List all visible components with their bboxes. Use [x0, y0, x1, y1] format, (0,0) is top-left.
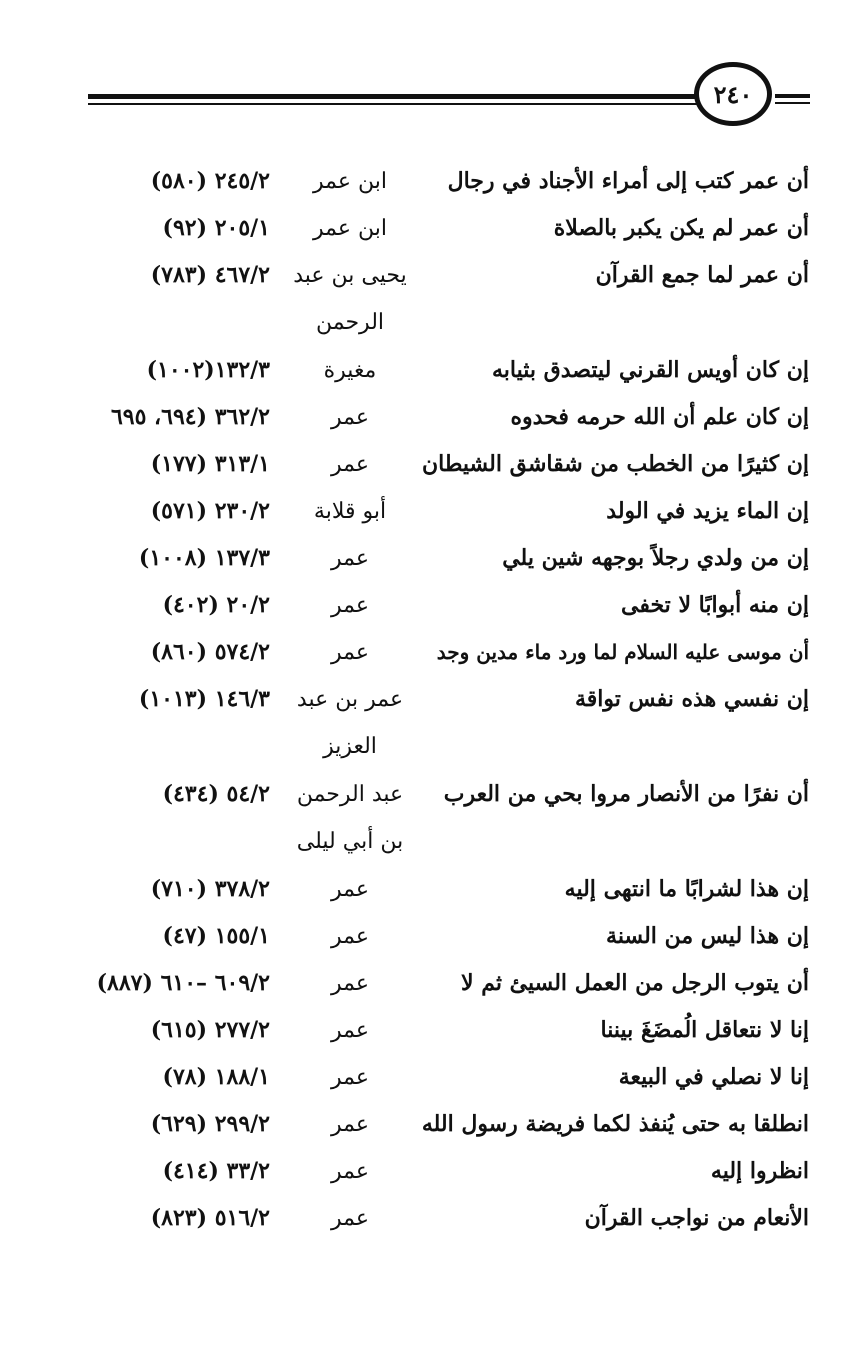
index-row	[0, 960, 855, 1007]
reference: ١٣٧/٣ (١٠٠٨)	[138, 545, 270, 571]
hadith-text: أن يتوب الرجل من العمل السيئ ثم لا	[460, 970, 809, 996]
hadith-text: إن منه أبوابًا لا تخفى	[621, 592, 809, 618]
hadith-text: الأنعام من نواجب القرآن	[584, 1205, 809, 1231]
header-rule-thin	[88, 103, 700, 105]
narrator: عمر	[331, 877, 369, 902]
hadith-text: أن موسى عليه السلام لما ورد ماء مدين وجد	[436, 640, 809, 664]
hadith-text: إنا لا نتعاقل الُمضَغَ بيننا	[600, 1017, 809, 1043]
narrator: عمر	[331, 1159, 369, 1184]
index-row	[0, 252, 855, 347]
narrator: عمر بن عبد العزيز	[296, 687, 404, 759]
reference: ١٥٥/١ (٤٧)	[162, 923, 270, 949]
page-number-badge	[694, 62, 772, 126]
index-row	[0, 676, 855, 771]
index-row	[0, 488, 855, 535]
narrator: عمر	[331, 971, 369, 996]
reference: ٢٧٧/٢ (٦١٥)	[150, 1017, 270, 1043]
hadith-text: أن نفرًا من الأنصار مروا بحي من العرب	[443, 781, 809, 807]
page-number: ٢٤٠	[713, 79, 753, 109]
hadith-text: إن نفسي هذه نفس تواقة	[574, 686, 809, 712]
hadith-text: إن كان علم أن الله حرمه فحدوه	[510, 404, 809, 430]
hadith-text: إن من ولدي رجلاً بوجهه شين يلي	[502, 545, 809, 571]
reference: ٥١٦/٢ (٨٢٣)	[150, 1205, 270, 1231]
index-row	[0, 1148, 855, 1195]
index-list	[0, 158, 855, 1242]
narrator: ابن عمر	[313, 169, 387, 194]
reference: ٣٧٨/٢ (٧١٠)	[150, 876, 270, 902]
reference: ٣٣/٢ (٤١٤)	[162, 1158, 270, 1184]
narrator: مغيرة	[323, 358, 377, 383]
reference: ١٤٦/٣ (١٠١٣)	[138, 686, 270, 712]
reference: ٢٣٠/٢ (٥٧١)	[150, 498, 270, 524]
index-row	[0, 629, 855, 676]
header-rule-right-thin	[775, 102, 810, 104]
index-row	[0, 441, 855, 488]
hadith-text: إن هذا لشرابًا ما انتهى إليه	[564, 876, 809, 902]
reference: ٢٩٩/٢ (٦٢٩)	[150, 1111, 270, 1137]
reference: ١٨٨/١ (٧٨)	[162, 1064, 270, 1090]
hadith-text: إنا لا نصلي في البيعة	[618, 1064, 809, 1090]
narrator: عمر	[331, 640, 369, 665]
reference: ٢٠٥/١ (٩٢)	[162, 215, 270, 241]
narrator: عبد الرحمن بن أبي ليلى	[296, 782, 404, 854]
hadith-text: إن هذا ليس من السنة	[606, 923, 809, 949]
hadith-text: إن كان أويس القرني ليتصدق بثيابه	[491, 357, 809, 383]
reference: ٣٦٢/٢ (٦٩٤، ٦٩٥	[110, 404, 270, 430]
index-row	[0, 1054, 855, 1101]
hadith-text: إن كثيرًا من الخطب من شقاشق الشيطان	[422, 451, 809, 477]
narrator: أبو قلابة	[313, 499, 387, 524]
index-row	[0, 394, 855, 441]
index-row	[0, 866, 855, 913]
narrator: ابن عمر	[313, 216, 387, 241]
reference: ٣١٣/١ (١٧٧)	[150, 451, 270, 477]
hadith-text: انظروا إليه	[710, 1158, 809, 1184]
reference: ٢٠/٢ (٤٠٢)	[162, 592, 270, 618]
index-row	[0, 347, 855, 394]
narrator: عمر	[331, 1065, 369, 1090]
hadith-text: أن عمر لم يكن يكبر بالصلاة	[553, 215, 809, 241]
index-row	[0, 205, 855, 252]
index-row	[0, 535, 855, 582]
hadith-text: إن الماء يزيد في الولد	[606, 498, 809, 524]
index-row	[0, 1195, 855, 1242]
reference: ٢٤٥/٢ (٥٨٠)	[150, 168, 270, 194]
narrator: عمر	[331, 452, 369, 477]
index-row	[0, 913, 855, 960]
header-rule-thick	[88, 94, 700, 99]
reference: ٤٦٧/٢ (٧٨٣)	[150, 262, 270, 288]
reference: ٥٧٤/٢ (٨٦٠)	[150, 639, 270, 665]
reference: ١٣٢/٣(١٠٠٢)	[146, 357, 270, 383]
page-header	[0, 0, 855, 150]
narrator: عمر	[331, 546, 369, 571]
narrator: عمر	[331, 593, 369, 618]
hadith-text: أن عمر لما جمع القرآن	[595, 262, 809, 288]
hadith-text: أن عمر كتب إلى أمراء الأجناد في رجال	[447, 168, 809, 194]
narrator: عمر	[331, 1112, 369, 1137]
index-row	[0, 1101, 855, 1148]
index-row	[0, 771, 855, 866]
index-row	[0, 1007, 855, 1054]
reference: ٥٤/٢ (٤٣٤)	[162, 781, 270, 807]
header-rule-right-thick	[775, 94, 810, 98]
narrator: عمر	[331, 1018, 369, 1043]
narrator: عمر	[331, 405, 369, 430]
index-row	[0, 582, 855, 629]
hadith-text: انطلقا به حتى يُنفذ لكما فريضة رسول الله	[421, 1111, 809, 1137]
reference: ٦٠٩/٢ –٦١٠ (٨٨٧)	[96, 970, 270, 996]
narrator: عمر	[331, 1206, 369, 1231]
narrator: عمر	[331, 924, 369, 949]
narrator: يحيى بن عبد الرحمن	[293, 263, 407, 335]
index-row	[0, 158, 855, 205]
